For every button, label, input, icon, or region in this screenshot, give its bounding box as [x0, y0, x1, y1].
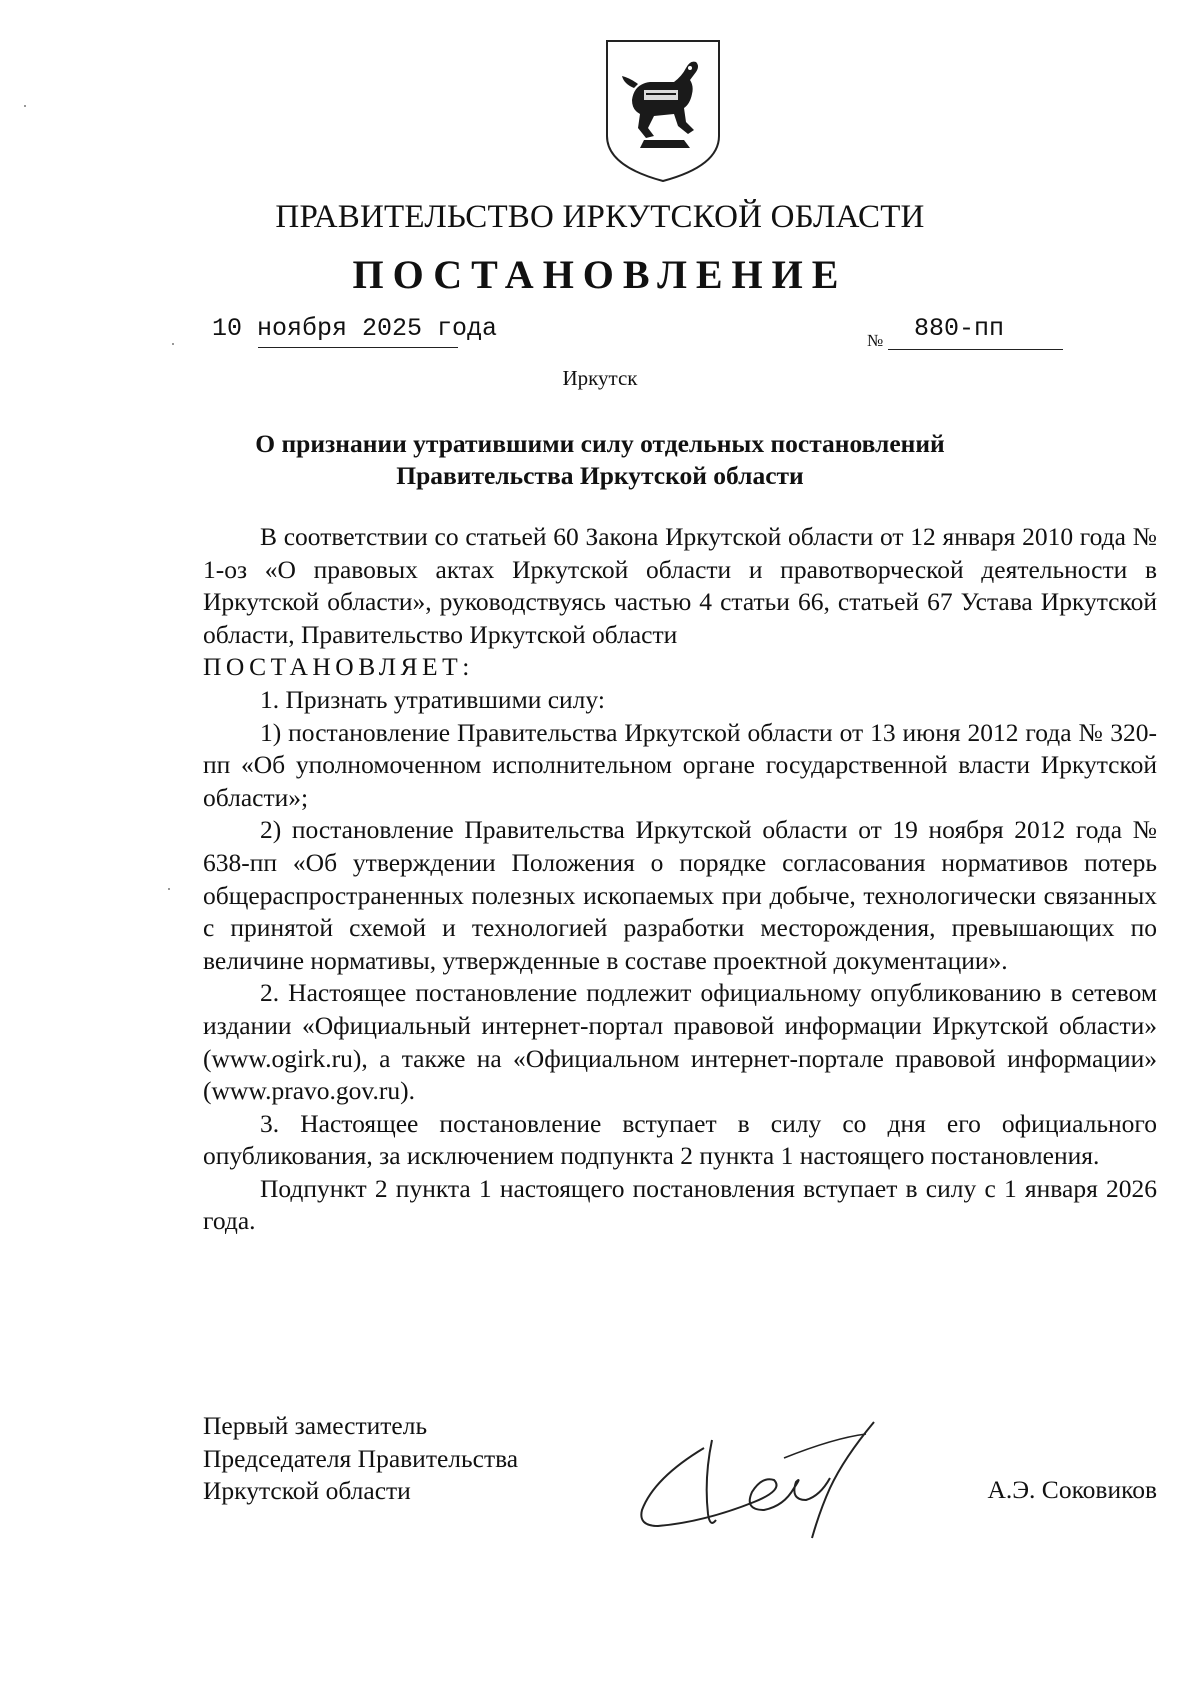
- position-line-2: Председателя Правительства: [203, 1443, 519, 1473]
- item-1: 1. Признать утратившими силу:: [260, 684, 605, 714]
- number-sign: №: [867, 331, 884, 350]
- handwritten-signature: [634, 1418, 880, 1540]
- scan-speck: [168, 888, 170, 890]
- preamble: В соответствии со статьей 60 Закона Иркутской области от 12 января 2010 года № 1-оз «О правовых актах Иркутской области и правотворческой деятельности в Иркутской области», руководствуясь частью 4 статьи 66, статьей 67 Устава Иркутской области, Правительство Иркутской области: [203, 522, 1157, 649]
- item-2: 2. Настоящее постановление подлежит официальному опубликованию в сетевом издании «Официальный интернет-портал правовой информации Иркутской области» (www.ogirk.ru), а также на «Официальном интернет-портале правовой информации» (www.pravo.gov.ru).: [203, 978, 1157, 1106]
- title-line-2: Правительства Иркутской области: [396, 461, 804, 490]
- scan-speck: [172, 343, 174, 345]
- government-name: ПРАВИТЕЛЬСТВО ИРКУТСКОЙ ОБЛАСТИ: [275, 199, 925, 235]
- number-underline: [888, 349, 1063, 350]
- date-underline: [258, 347, 458, 348]
- position-line-1: Первый заместитель: [203, 1411, 428, 1440]
- decree-word: ПОСТАНОВЛЯЕТ:: [203, 652, 474, 682]
- city: Иркутск: [562, 366, 638, 390]
- item-1-2: 2) постановление Правительства Иркутской области от 19 ноября 2012 года № 638-пп «Об утверждении Положения о порядке согласования нормативов потерь общераспространенных полезных ископаемых при добыче, технологически связанных с принятой схемой и технологией разработки месторождения, превышающих по величине нормативы, утвержденные в составе проектной документации».: [203, 815, 1157, 975]
- title-line-1: О признании утратившими силу отдельных постановлений: [255, 429, 945, 458]
- position-line-3: Иркутской области: [203, 1476, 411, 1506]
- signatory-position: [203, 1410, 518, 1508]
- item-3: 3. Настоящее постановление вступает в силу со дня его официального опубликования, за исключением подпункта 2 пункта 1 настоящего постановления.: [203, 1108, 1157, 1171]
- item-1-1: 1) постановление Правительства Иркутской области от 13 июня 2012 года № 320-пп «Об уполномоченном исполнительном органе государственной власти Иркутской области»;: [203, 717, 1157, 812]
- document-body: [203, 521, 1157, 1238]
- signatory-name: А.Э. Соковиков: [987, 1475, 1157, 1504]
- irkutsk-coat-of-arms-icon: [604, 38, 722, 184]
- item-3-note: Подпункт 2 пункта 1 настоящего постановления вступает в силу с 1 января 2026 года.: [203, 1173, 1157, 1236]
- document-title: [0, 428, 1200, 492]
- document-number: 880-пп: [914, 314, 1005, 343]
- scan-speck: [24, 105, 26, 107]
- document-type: ПОСТАНОВЛЕНИЕ: [352, 252, 848, 297]
- document-date: 10 ноября 2025 года: [212, 314, 498, 343]
